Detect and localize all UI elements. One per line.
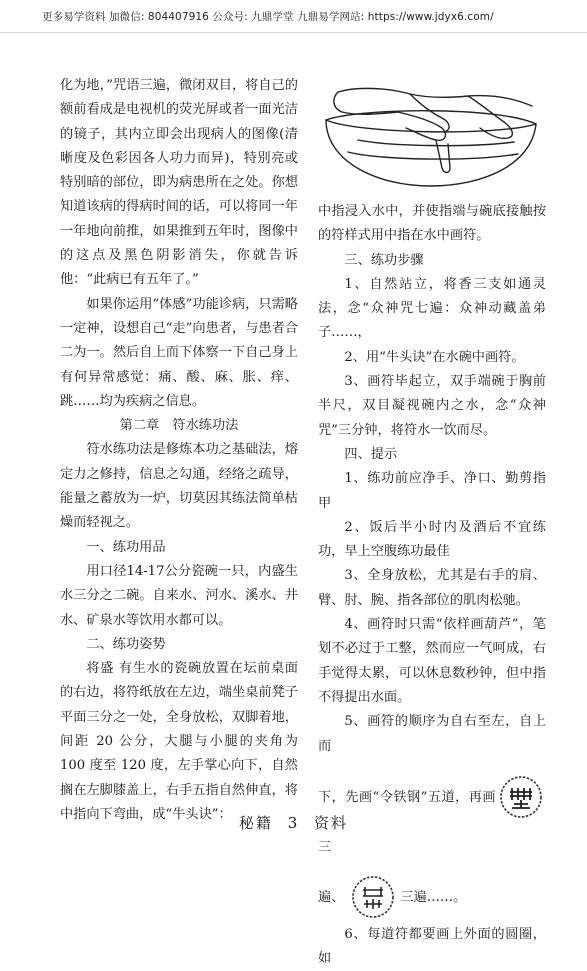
chapter-title: 第二章 符水练功法 <box>119 418 239 434</box>
paragraph: 将盛 有生水的瓷碗放置在坛前桌面的右边，将符纸放在左边，端坐桌前凳子平面三分之一处，全身放松，双脚着地，间距 20 公分，大腿与小腿的夹角为 100 度至 120 度，左手掌心向下，自然搁在左脚膝盖上，右手五指自然伸直，将中指向下弯曲，成“牛头诀”： <box>60 661 298 822</box>
left-column <box>60 74 298 827</box>
paragraph: 中指浸入水中，并使指端与碗底接触按的符样式用中指在水中画符。 <box>318 204 546 244</box>
tip-item: 4、画符时只需“依样画葫芦”，笔划不必过于工整，然而应一气呵成，右手觉得太累，可以休息数秒钟，但中指不得提出水面。 <box>318 617 546 705</box>
right-column <box>318 200 546 971</box>
tip-item: 5、画符的顺序为自右至左，自上而 <box>318 714 546 754</box>
section-title: 一、练功用品 <box>86 539 166 555</box>
tip-item-continued <box>318 873 546 923</box>
step-item: 2、用“牛头诀”在水碗中画符。 <box>344 349 525 365</box>
section-title: 四、提示 <box>344 446 398 462</box>
page-footer <box>0 812 587 833</box>
hand-in-bowl-illustration <box>318 82 544 192</box>
step-item: 3、画符毕起立，双手端碗于胸前半尺，双目凝视碗内之水，念“众神咒”三分钟，将符水一饮而尽。 <box>318 374 546 438</box>
talisman-seal-icon <box>350 874 396 920</box>
tip-text: 下，先画“令铁钢”五道，再画 <box>318 789 496 805</box>
page-header: 更多易学资料 加微信: 804407916 公众号: 九鼎学堂 九鼎易学网站: https://www.jdyx6.com/ <box>42 11 494 23</box>
footer-left-text: 秘籍 <box>238 814 273 832</box>
tip-text: 遍、 <box>318 889 345 905</box>
tip-item: 1、练功前应净手、净口、勤剪指甲 <box>318 471 546 511</box>
section-title: 二、练功姿势 <box>86 636 166 652</box>
tip-text: 三 <box>318 839 332 855</box>
footer-right-text: 资料 <box>314 814 349 832</box>
step-item: 1、自然站立，将香三支如通灵法，念“众神咒七遍：众神动藏盖弟子……， <box>318 276 546 341</box>
section-title: 三、练功步骤 <box>344 252 424 268</box>
tip-item: 2、饭后半小时内及酒后不宜练功，早上空腹练功最佳 <box>318 519 546 560</box>
paragraph: 符水练功法是修炼本功之基础法，熔定力之修持，信息之勾通，经络之疏导，能量之蓄放为一炉，切莫因其练法简单枯燥而轻视之。 <box>60 442 298 531</box>
header-divider <box>0 32 587 33</box>
paragraph: 如果你运用“体感”功能诊病，只需略一定神，设想自己“走”向患者，与患者合二为一。然后自上而下体察一下自己身上有何异常感觉：痛、酸、麻、胀、痒、跳……均为疾病之信息。 <box>60 296 298 409</box>
paragraph: 用口径14-17公分瓷碗一只，内盛生水三分之二碗。自来水、河水、溪水、井水、矿泉水等饮用水都可以。 <box>60 563 298 628</box>
tip-text: 三遍……。 <box>400 889 467 905</box>
page-number: 3 <box>287 814 300 832</box>
tip-item: 3、全身放松，尤其是右手的肩、臂、肘、腕、指各部位的肌肉松驰。 <box>318 568 546 608</box>
paragraph: 化为地，”咒语三遍，微闭双目，将自己的额前看成是电视机的荧光屏或者一面光洁的镜子，其内立即会出现病人的图像(清晰度及色彩因各人功力而异)，特别亮或特别暗的部位，即为病患所在之处。你想知道该病的得病时间的话，可以将同一年一年地向前推，如果推到五年时，图像中的这点及黑色阴影消失，你就告诉他：“此病已有五年了。” <box>60 78 298 288</box>
tip-item: 6、每道符都要画上外面的圆圈，如 <box>318 926 546 967</box>
